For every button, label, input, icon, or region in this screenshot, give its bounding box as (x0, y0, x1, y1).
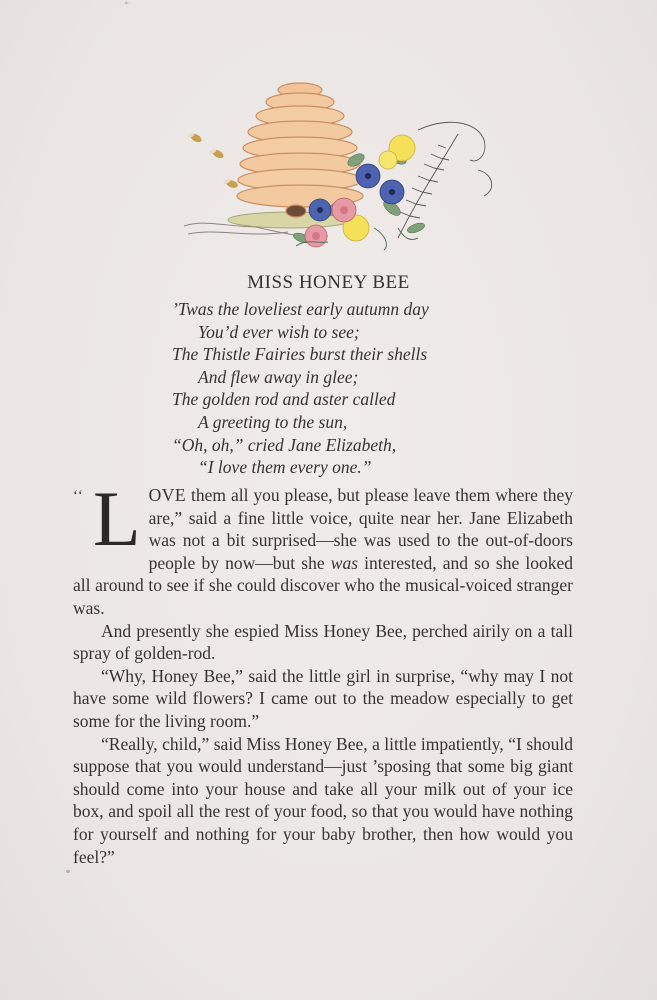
corner-mark: * (124, 0, 129, 11)
paragraph-text: them all you please, but please leave them where they are,” said a fine little voice, quite near her. Jane Elizabeth was not a bit surprised—she was used to the out-of-doors people by now—but she (148, 485, 573, 573)
poem-line: And flew away in glee; (198, 366, 359, 387)
paper-speck (66, 870, 70, 873)
poem-line: The Thistle Fairies burst their shells (172, 344, 428, 365)
drop-cap: L (93, 475, 141, 562)
beehive (237, 83, 363, 217)
first-word: OVE (148, 485, 187, 505)
opening-quote: ‘‘ (73, 488, 84, 504)
story-paragraph (73, 475, 574, 620)
page-title: MISS HONEY BEE (247, 272, 410, 293)
bee-icon (208, 147, 225, 160)
bee-icon (186, 131, 203, 144)
story-paragraph: And presently she espied Miss Honey Bee, perched airily on a tall spray of golden-rod. (73, 620, 573, 664)
beehive-illustration (178, 78, 500, 263)
emphasis-text: was (330, 552, 359, 573)
bee-icon (222, 177, 238, 189)
poem-line: The golden rod and aster called (172, 389, 396, 410)
poem-line: You’d ever wish to see; (198, 321, 360, 342)
poem-line: ’Twas the loveliest early autumn day (172, 299, 429, 319)
paragraph-text: interested, and so she looked all around to see if she could discover who the musical-voiced stranger was. (73, 552, 574, 618)
story-paragraph: “Why, Honey Bee,” said the little girl in surprise, “why may I not have some wild flowers? I came out to the meadow especially to get some for the living room.” (73, 665, 573, 731)
poem-line: “Oh, oh,” cried Jane Elizabeth, (172, 434, 397, 455)
poem (172, 298, 512, 479)
poem-line: “I love them every one.” (198, 457, 372, 478)
story-text (73, 475, 574, 868)
story-paragraph: “Really, child,” said Miss Honey Bee, a little impatiently, “I should suppose that you would understand—just ’sposing that some big giant should come into your house and take all your milk out of your ice box, and spoil all the rest of your food, so that you would have nothing for yourself and nothing for your baby brother, then how would you feel?” (73, 733, 573, 867)
poem-line: A greeting to the sun, (198, 411, 348, 432)
